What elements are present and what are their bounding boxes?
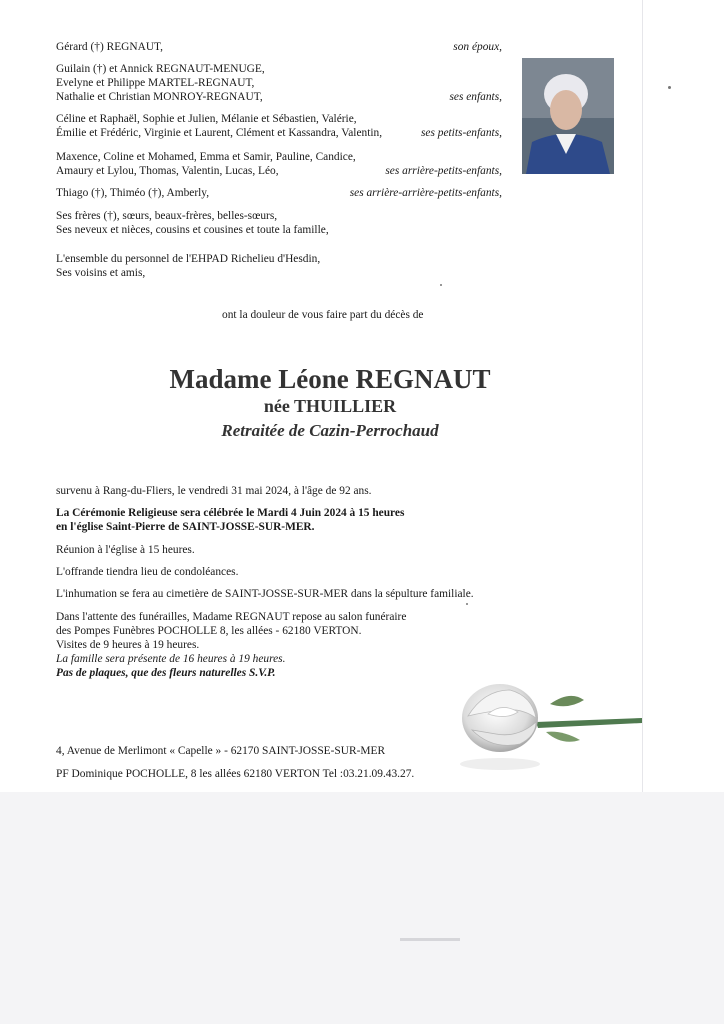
relative-line: Ses frères (†), sœurs, beaux-frères, belles-sœurs,: [56, 210, 278, 222]
relative-line: Gérard (†) REGNAUT,: [56, 41, 164, 53]
funeral-home-line: PF Dominique POCHOLLE, 8 les allées 62180 VERTON Tel :03.21.09.43.27.: [56, 768, 415, 780]
relative-line: Guilain (†) et Annick REGNAUT-MENUGE,: [56, 63, 265, 75]
relative-line: Ses voisins et amis,: [56, 267, 146, 279]
relative-line: Maxence, Coline et Mohamed, Emma et Samir, Pauline, Candice,: [56, 151, 356, 163]
relation-label: ses petits-enfants,: [421, 127, 502, 139]
death-notice: survenu à Rang-du-Fliers, le vendredi 31 mai 2024, à l'âge de 92 ans.: [56, 485, 372, 497]
deceased-name: Madame Léone REGNAUT: [169, 364, 491, 394]
announcement-text: ont la douleur de vous faire part du décès de: [222, 309, 424, 321]
relative-line: Thiago (†), Thiméo (†), Amberly,: [56, 187, 210, 199]
scan-speck: [668, 86, 671, 89]
relation-label: ses enfants,: [449, 91, 502, 103]
relative-line: Émilie et Frédéric, Virginie et Laurent, Clément et Kassandra, Valentin,: [56, 127, 383, 139]
portrait-photo: [522, 58, 614, 174]
white-rose-image: [458, 660, 644, 776]
scan-speck: [466, 603, 468, 605]
address-line: 4, Avenue de Merlimont « Capelle » - 62170 SAINT-JOSSE-SUR-MER: [56, 745, 386, 757]
meeting-info: Réunion à l'église à 15 heures.: [56, 544, 195, 556]
relative-line: Evelyne et Philippe MARTEL-REGNAUT,: [56, 77, 255, 89]
rest-info: Dans l'attente des funérailles, Madame REGNAUT repose au salon funéraire: [56, 611, 407, 623]
scan-artifact-icon: [0, 792, 724, 1024]
relative-line: Amaury et Lylou, Thomas, Valentin, Lucas, Léo,: [56, 165, 279, 177]
ceremony-line: La Cérémonie Religieuse sera célébrée le Mardi 4 Juin 2024 à 15 heures: [56, 507, 405, 519]
relation-label: son époux,: [453, 41, 502, 53]
relation-label: ses arrière-arrière-petits-enfants,: [349, 187, 502, 199]
relative-line: L'ensemble du personnel de l'EHPAD Richelieu d'Hesdin,: [56, 253, 321, 265]
scan-edge: [642, 0, 643, 792]
flowers-notice: Pas de plaques, que des fleurs naturelles S.V.P.: [56, 667, 276, 679]
relative-line: Nathalie et Christian MONROY-REGNAUT,: [56, 91, 263, 103]
portrait-icon: [522, 58, 614, 174]
relative-line: Céline et Raphaël, Sophie et Julien, Mélanie et Sébastien, Valérie,: [56, 113, 357, 125]
ceremony-location: en l'église Saint-Pierre de SAINT-JOSSE-SUR-MER.: [56, 521, 315, 533]
maiden-name: née THUILLIER: [263, 396, 397, 416]
rose-icon: [458, 660, 644, 776]
rest-info-address: des Pompes Funèbres POCHOLLE 8, les allées - 62180 VERTON.: [56, 625, 362, 637]
relative-line: Ses neveux et nièces, cousins et cousines et toute la famille,: [56, 224, 329, 236]
burial-info: L'inhumation se fera au cimetière de SAINT-JOSSE-SUR-MER dans la sépulture familiale.: [56, 588, 474, 600]
scan-background: [0, 792, 724, 1024]
scan-speck: [440, 284, 442, 286]
relation-label: ses arrière-petits-enfants,: [385, 165, 502, 177]
family-presence: La famille sera présente de 16 heures à 19 heures.: [56, 653, 286, 665]
offering-info: L'offrande tiendra lieu de condoléances.: [56, 566, 239, 578]
visits-info: Visites de 9 heures à 19 heures.: [56, 639, 200, 651]
occupation: Retraitée de Cazin-Perrochaud: [221, 421, 439, 440]
